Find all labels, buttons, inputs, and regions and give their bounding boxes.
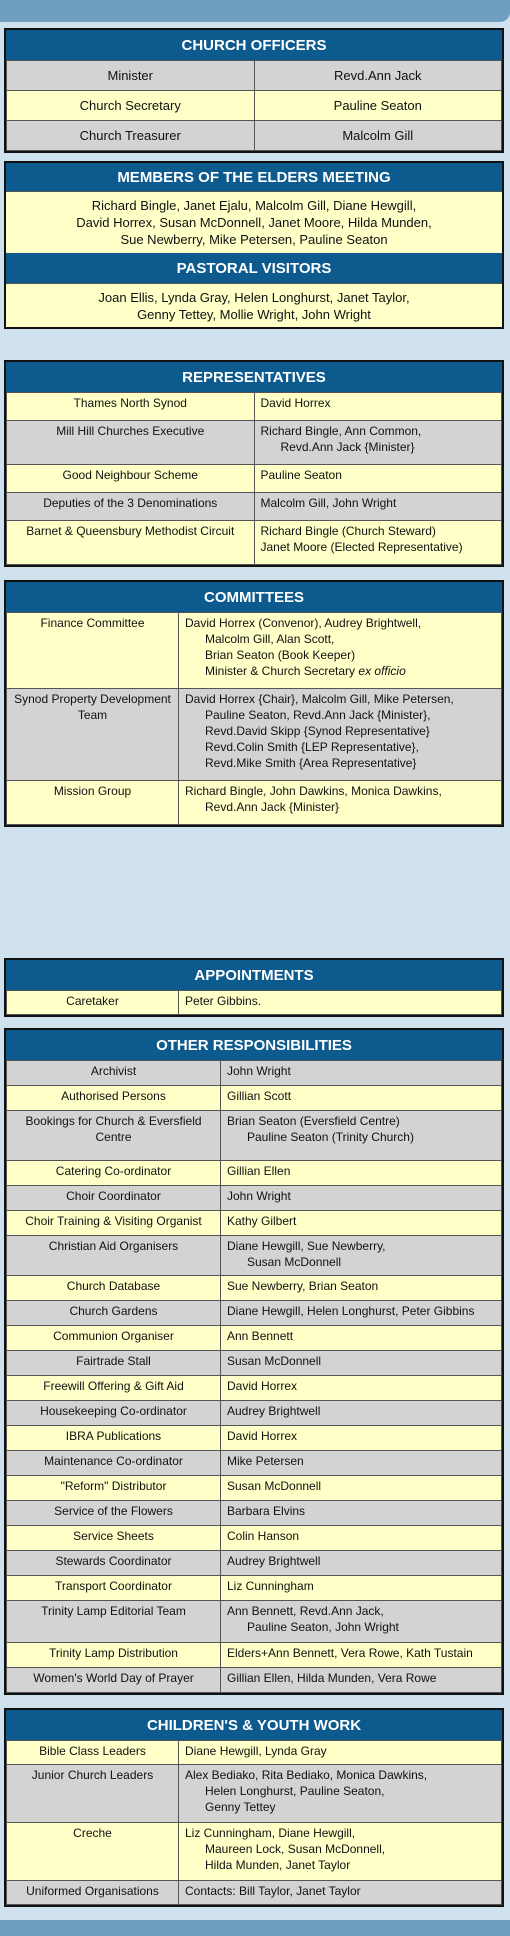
- role-holder: John Wright: [227, 1064, 291, 1078]
- table-row: [7, 613, 502, 689]
- church-officers-section: [4, 28, 504, 153]
- role-label: Church Gardens: [7, 1301, 221, 1326]
- role-label: Uniformed Organisations: [7, 1881, 179, 1905]
- role-holder: Ann Bennett: [227, 1329, 294, 1343]
- table-row: [7, 1186, 502, 1211]
- table-row: [7, 1576, 502, 1601]
- ex-officio-note: ex officio: [358, 664, 406, 678]
- table-row: [7, 1668, 502, 1693]
- table-row: [7, 1376, 502, 1401]
- role-label: Trinity Lamp Distribution: [7, 1643, 221, 1668]
- bottom-banner: [0, 1920, 510, 1936]
- role-holders: [179, 1741, 502, 1765]
- table-row: [7, 1301, 502, 1326]
- role-holders: [221, 1351, 502, 1376]
- table-row: [7, 1643, 502, 1668]
- table-row: [7, 393, 502, 421]
- other-responsibilities-section: [4, 1028, 504, 1695]
- role-holder: Gillian Ellen, Hilda Munden, Vera Rowe: [227, 1671, 437, 1685]
- role-holders: [221, 1061, 502, 1086]
- rep-value: Richard Bingle, Ann Common,: [260, 424, 422, 438]
- childrens-youth-section: [4, 1708, 504, 1907]
- table-row: [7, 1741, 502, 1765]
- role-holder: Audrey Brightwell: [227, 1554, 321, 1568]
- rep-value: Revd.Ann Jack {Minister}: [280, 440, 415, 454]
- committee-member: Brian Seaton (Book Keeper): [205, 648, 356, 662]
- role-holders: [221, 1186, 502, 1211]
- table-row: [7, 1351, 502, 1376]
- rep-label: Thames North Synod: [7, 393, 255, 421]
- rep-label: Good Neighbour Scheme: [7, 465, 255, 493]
- role-label: "Reform" Distributor: [7, 1476, 221, 1501]
- table-row: [7, 521, 502, 565]
- rep-label: Mill Hill Churches Executive: [7, 421, 255, 465]
- officer-name: Pauline Seaton: [254, 91, 502, 121]
- role-holder: Mike Petersen: [227, 1454, 304, 1468]
- role-label: Freewill Offering & Gift Aid: [7, 1376, 221, 1401]
- role-holder: Pauline Seaton, John Wright: [247, 1620, 399, 1634]
- committee-member: Richard Bingle, John Dawkins, Monica Dawkins,: [185, 784, 442, 798]
- appointments-title: APPOINTMENTS: [6, 960, 502, 990]
- pastoral-visitors-list: [6, 283, 502, 327]
- role-holder: Diane Hewgill, Helen Longhurst, Peter Gibbins: [227, 1304, 475, 1318]
- role-holders: [221, 1161, 502, 1186]
- representatives-section: [4, 360, 504, 567]
- officer-name: Revd.Ann Jack: [254, 61, 502, 91]
- role-label: IBRA Publications: [7, 1426, 221, 1451]
- table-row: [7, 1765, 502, 1823]
- elders-line: Sue Newberry, Mike Petersen, Pauline Seaton: [120, 232, 388, 247]
- table-row: [7, 1211, 502, 1236]
- other-responsibilities-table: [6, 1060, 502, 1693]
- table-row: [7, 1881, 502, 1905]
- role-label: Fairtrade Stall: [7, 1351, 221, 1376]
- committee-member: Pauline Seaton, Revd.Ann Jack {Minister},: [205, 708, 431, 722]
- role-holders: [221, 1111, 502, 1161]
- role-label: Creche: [7, 1823, 179, 1881]
- role-holder: David Horrex: [227, 1379, 298, 1393]
- committees-section: [4, 580, 504, 827]
- role-label: Christian Aid Organisers: [7, 1236, 221, 1276]
- table-row: [7, 1426, 502, 1451]
- role-holder: Diane Hewgill, Sue Newberry,: [227, 1239, 386, 1253]
- appointments-section: [4, 958, 504, 1017]
- table-row: [7, 991, 502, 1015]
- appointment-value: Peter Gibbins.: [179, 991, 502, 1015]
- role-holders: [221, 1526, 502, 1551]
- committee-label: Finance Committee: [7, 613, 179, 689]
- pastoral-visitors-title: PASTORAL VISITORS: [6, 253, 502, 283]
- church-officers-title: CHURCH OFFICERS: [6, 30, 502, 60]
- committee-label: Mission Group: [7, 781, 179, 825]
- rep-value: David Horrex: [260, 396, 331, 410]
- role-label: Women's World Day of Prayer: [7, 1668, 221, 1693]
- role-holder: Ann Bennett, Revd.Ann Jack,: [227, 1604, 384, 1618]
- role-label: Archivist: [7, 1061, 221, 1086]
- appointment-label: Caretaker: [7, 991, 179, 1015]
- other-responsibilities-title: OTHER RESPONSIBILITIES: [6, 1030, 502, 1060]
- role-label: Communion Organiser: [7, 1326, 221, 1351]
- childrens-youth-table: [6, 1740, 502, 1905]
- role-holders: [221, 1276, 502, 1301]
- table-row: [7, 1111, 502, 1161]
- role-holder: Gillian Ellen: [227, 1164, 291, 1178]
- role-holders: [221, 1426, 502, 1451]
- role-holders: [221, 1326, 502, 1351]
- role-holders: [221, 1236, 502, 1276]
- table-row: [7, 493, 502, 521]
- role-label: Transport Coordinator: [7, 1576, 221, 1601]
- committee-member: Malcolm Gill, Alan Scott,: [205, 632, 335, 646]
- pastoral-line: Genny Tettey, Mollie Wright, John Wright: [137, 307, 371, 322]
- committee-member: Revd.David Skipp {Synod Representative}: [205, 724, 430, 738]
- role-label: Service Sheets: [7, 1526, 221, 1551]
- table-row: [7, 465, 502, 493]
- rep-value: Richard Bingle (Church Steward): [260, 524, 436, 538]
- committee-member-line: [185, 663, 495, 679]
- elders-section: [4, 161, 504, 329]
- role-holders: [221, 1576, 502, 1601]
- role-holders: [221, 1451, 502, 1476]
- role-holders: [179, 1765, 502, 1823]
- role-holders: [221, 1301, 502, 1326]
- role-label: Housekeeping Co-ordinator: [7, 1401, 221, 1426]
- officer-role: Church Secretary: [7, 91, 255, 121]
- role-holder: Barbara Elvins: [227, 1504, 306, 1518]
- role-holders: [221, 1551, 502, 1576]
- rep-label: Barnet & Queensbury Methodist Circuit: [7, 521, 255, 565]
- table-row: [7, 1551, 502, 1576]
- elders-line: David Horrex, Susan McDonnell, Janet Moore, Hilda Munden,: [76, 215, 432, 230]
- elders-title: MEMBERS OF THE ELDERS MEETING: [6, 163, 502, 191]
- role-holders: [221, 1401, 502, 1426]
- committee-label: Synod Property Development Team: [7, 689, 179, 781]
- childrens-youth-title: CHILDREN'S & YOUTH WORK: [6, 1710, 502, 1740]
- table-row: [7, 1501, 502, 1526]
- role-holder: Kathy Gilbert: [227, 1214, 297, 1228]
- role-holder: Gillian Scott: [227, 1089, 292, 1103]
- table-row: [7, 781, 502, 825]
- role-label: Trinity Lamp Editorial Team: [7, 1601, 221, 1643]
- officer-role: Minister: [7, 61, 255, 91]
- table-row: [7, 1476, 502, 1501]
- committee-member: David Horrex {Chair}, Malcolm Gill, Mike Petersen,: [185, 692, 454, 706]
- role-holders: [221, 1668, 502, 1693]
- table-row: [7, 1401, 502, 1426]
- table-row: [7, 1061, 502, 1086]
- role-holders: [221, 1643, 502, 1668]
- table-row: [7, 1236, 502, 1276]
- role-holder: John Wright: [227, 1189, 291, 1203]
- table-row: [7, 1823, 502, 1881]
- committee-member: David Horrex (Convenor), Audrey Brightwell,: [185, 616, 422, 630]
- committee-member: Revd.Ann Jack {Minister}: [205, 800, 340, 814]
- role-label: Church Database: [7, 1276, 221, 1301]
- role-holders: [221, 1211, 502, 1236]
- table-row: [7, 1326, 502, 1351]
- table-row: [7, 1451, 502, 1476]
- role-holder: Contacts: Bill Taylor, Janet Taylor: [185, 1884, 361, 1898]
- pastoral-line: Joan Ellis, Lynda Gray, Helen Longhurst, Janet Taylor,: [98, 290, 410, 305]
- table-row: [7, 1276, 502, 1301]
- appointments-table: [6, 990, 502, 1015]
- top-banner: [0, 0, 510, 22]
- role-label: Catering Co-ordinator: [7, 1161, 221, 1186]
- committee-member: Revd.Mike Smith {Area Representative}: [205, 756, 417, 770]
- role-holder: Diane Hewgill, Lynda Gray: [185, 1744, 327, 1758]
- role-holder: Hilda Munden, Janet Taylor: [205, 1858, 351, 1872]
- elders-line: Richard Bingle, Janet Ejalu, Malcolm Gill, Diane Hewgill,: [91, 198, 417, 213]
- rep-label: Deputies of the 3 Denominations: [7, 493, 255, 521]
- role-label: Choir Training & Visiting Organist: [7, 1211, 221, 1236]
- table-row: [7, 1526, 502, 1551]
- role-holders: [179, 1823, 502, 1881]
- role-holder: Susan McDonnell: [247, 1255, 342, 1269]
- role-label: Service of the Flowers: [7, 1501, 221, 1526]
- role-label: Stewards Coordinator: [7, 1551, 221, 1576]
- role-label: Bible Class Leaders: [7, 1741, 179, 1765]
- role-holder: Liz Cunningham, Diane Hewgill,: [185, 1826, 356, 1840]
- role-holder: Genny Tettey: [205, 1800, 276, 1814]
- representatives-table: [6, 392, 502, 565]
- role-holders: [221, 1601, 502, 1643]
- role-holder: Maureen Lock, Susan McDonnell,: [205, 1842, 386, 1856]
- role-holder: Helen Longhurst, Pauline Seaton,: [205, 1784, 385, 1798]
- role-holders: [221, 1501, 502, 1526]
- role-holder: Susan McDonnell: [227, 1354, 322, 1368]
- role-holder: Elders+Ann Bennett, Vera Rowe, Kath Tustain: [227, 1646, 473, 1660]
- officer-name: Malcolm Gill: [254, 121, 502, 151]
- role-holder: Susan McDonnell: [227, 1479, 322, 1493]
- table-row: [7, 61, 502, 91]
- role-holder: Sue Newberry, Brian Seaton: [227, 1279, 379, 1293]
- table-row: [7, 1086, 502, 1111]
- role-holder: Colin Hanson: [227, 1529, 300, 1543]
- role-holder: Liz Cunningham: [227, 1579, 314, 1593]
- role-holders: [221, 1376, 502, 1401]
- officer-role: Church Treasurer: [7, 121, 255, 151]
- role-holder: David Horrex: [227, 1429, 298, 1443]
- role-holder: Brian Seaton (Eversfield Centre): [227, 1114, 400, 1128]
- role-label: Junior Church Leaders: [7, 1765, 179, 1823]
- role-holders: [221, 1086, 502, 1111]
- table-row: [7, 689, 502, 781]
- rep-value: Malcolm Gill, John Wright: [260, 496, 397, 510]
- role-label: Maintenance Co-ordinator: [7, 1451, 221, 1476]
- table-row: [7, 1601, 502, 1643]
- table-row: [7, 421, 502, 465]
- role-label: Bookings for Church & Eversfield Centre: [7, 1111, 221, 1161]
- committee-member: Minister & Church Secretary: [205, 664, 356, 678]
- table-row: [7, 121, 502, 151]
- role-holder: Audrey Brightwell: [227, 1404, 321, 1418]
- role-label: Choir Coordinator: [7, 1186, 221, 1211]
- representatives-title: REPRESENTATIVES: [6, 362, 502, 392]
- table-row: [7, 91, 502, 121]
- rep-value: Pauline Seaton: [260, 468, 342, 482]
- role-holders: [179, 1881, 502, 1905]
- committees-table: [6, 612, 502, 825]
- elders-list: [6, 191, 502, 253]
- committees-title: COMMITTEES: [6, 582, 502, 612]
- rep-value: Janet Moore (Elected Representative): [260, 540, 463, 554]
- table-row: [7, 1161, 502, 1186]
- role-label: Authorised Persons: [7, 1086, 221, 1111]
- role-holders: [221, 1476, 502, 1501]
- role-holder: Pauline Seaton (Trinity Church): [247, 1130, 414, 1144]
- committee-member: Revd.Colin Smith {LEP Representative},: [205, 740, 419, 754]
- role-holder: Alex Bediako, Rita Bediako, Monica Dawkins,: [185, 1768, 428, 1782]
- church-officers-table: [6, 60, 502, 151]
